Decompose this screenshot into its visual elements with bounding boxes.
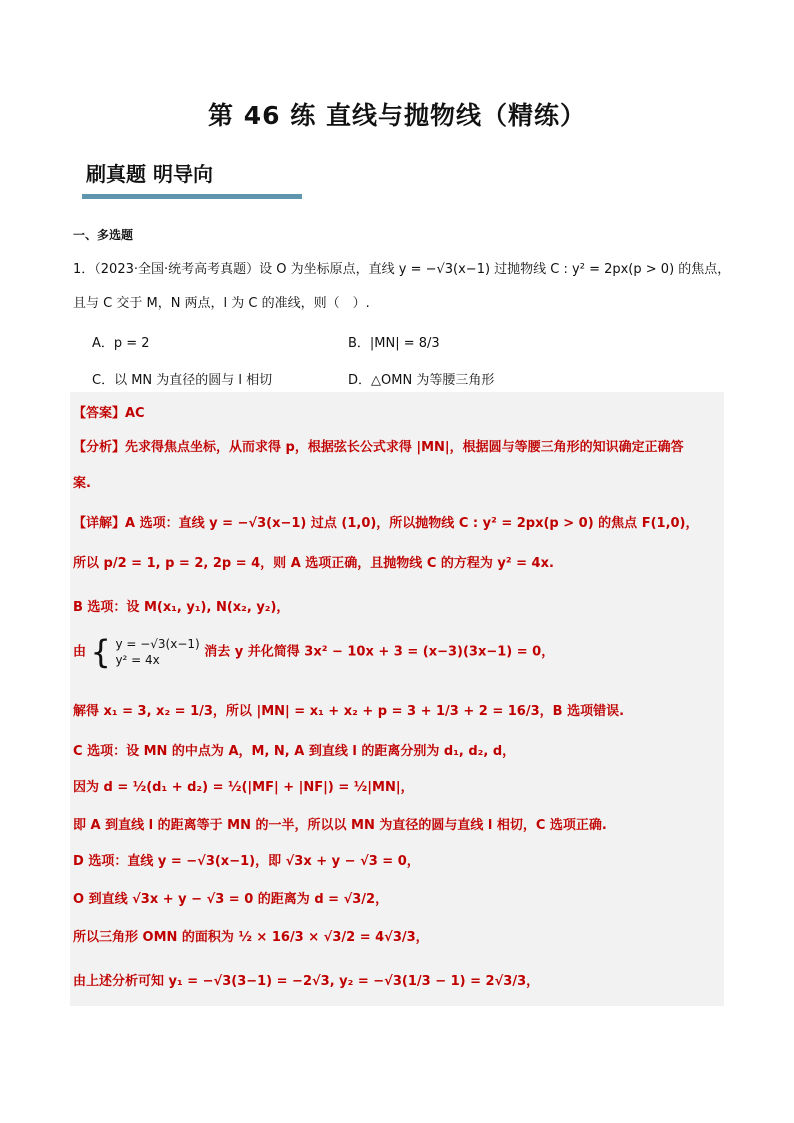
detail-a-line-2: 所以 p/2 = 1, p = 2, 2p = 4，则 A 选项正确，且抛物线 C 的方程为 y² = 4x.	[73, 556, 554, 571]
system-prefix: 由	[73, 644, 87, 660]
subsection-heading: 一、多选题	[73, 228, 134, 242]
detail-b-line-2	[73, 633, 555, 671]
analysis-line-2: 案.	[73, 476, 91, 491]
option-d: D．△OMN 为等腰三角形	[348, 373, 495, 388]
detail-c-line-3: 即 A 到直线 l 的距离等于 MN 的一半，所以以 MN 为直径的圆与直线 l 相切，C 选项正确.	[73, 818, 607, 833]
detail-d-line-4: 由上述分析可知 y₁ = −√3(3−1) = −2√3, y₂ = −√3(1/3 − 1) = 2√3/3，	[73, 974, 540, 989]
system-eq-2: y² = 4x	[115, 653, 160, 667]
question-line-2: 且与 C 交于 M，N 两点，l 为 C 的准线，则（ ）.	[73, 296, 370, 311]
option-a: A．p = 2	[92, 336, 150, 351]
detail-b-line-1: B 选项：设 M(x₁, y₁), N(x₂, y₂)，	[73, 600, 290, 615]
section-underline	[82, 194, 302, 199]
detail-a-line-1: 【详解】A 选项：直线 y = −√3(x−1) 过点 (1,0)，所以抛物线 C : y² = 2px(p > 0) 的焦点 F(1,0)，	[73, 516, 699, 531]
section-heading: 刷真题 明导向	[86, 162, 213, 186]
option-b: B．|MN| = 8/3	[348, 336, 440, 351]
brace-glyph: {	[90, 633, 111, 671]
detail-d-line-2: O 到直线 √3x + y − √3 = 0 的距离为 d = √3/2，	[73, 892, 389, 907]
analysis-line-1: 【分析】先求得焦点坐标，从而求得 p，根据弦长公式求得 |MN|，根据圆与等腰三角形的知识确定正确答	[73, 440, 684, 455]
option-c: C．以 MN 为直径的圆与 l 相切	[92, 373, 273, 388]
system-eq-1: y = −√3(x−1)	[115, 637, 200, 651]
detail-c-line-2: 因为 d = ½(d₁ + d₂) = ½(|MF| + |NF|) = ½|MN|，	[73, 780, 414, 795]
detail-d-line-1: D 选项：直线 y = −√3(x−1)，即 √3x + y − √3 = 0，	[73, 854, 420, 869]
equation-system	[115, 636, 199, 668]
answer-block	[70, 392, 724, 1006]
page-title: 第 46 练 直线与抛物线（精练）	[208, 101, 586, 130]
system-suffix: 消去 y 并化简得 3x² − 10x + 3 = (x−3)(3x−1) = 0，	[204, 644, 555, 660]
detail-b-line-3: 解得 x₁ = 3, x₂ = 1/3，所以 |MN| = x₁ + x₂ + p = 3 + 1/3 + 2 = 16/3，B 选项错误.	[73, 704, 625, 719]
detail-c-line-1: C 选项：设 MN 的中点为 A，M, N, A 到直线 l 的距离分别为 d₁, d₂, d，	[73, 744, 516, 759]
answer-line: 【答案】AC	[73, 406, 145, 421]
detail-d-line-3: 所以三角形 OMN 的面积为 ½ × 16/3 × √3/2 = 4√3/3，	[73, 930, 429, 945]
question-line-1: 1．（2023·全国·统考高考真题）设 O 为坐标原点，直线 y = −√3(x−1) 过抛物线 C : y² = 2px(p > 0) 的焦点，	[73, 262, 731, 277]
